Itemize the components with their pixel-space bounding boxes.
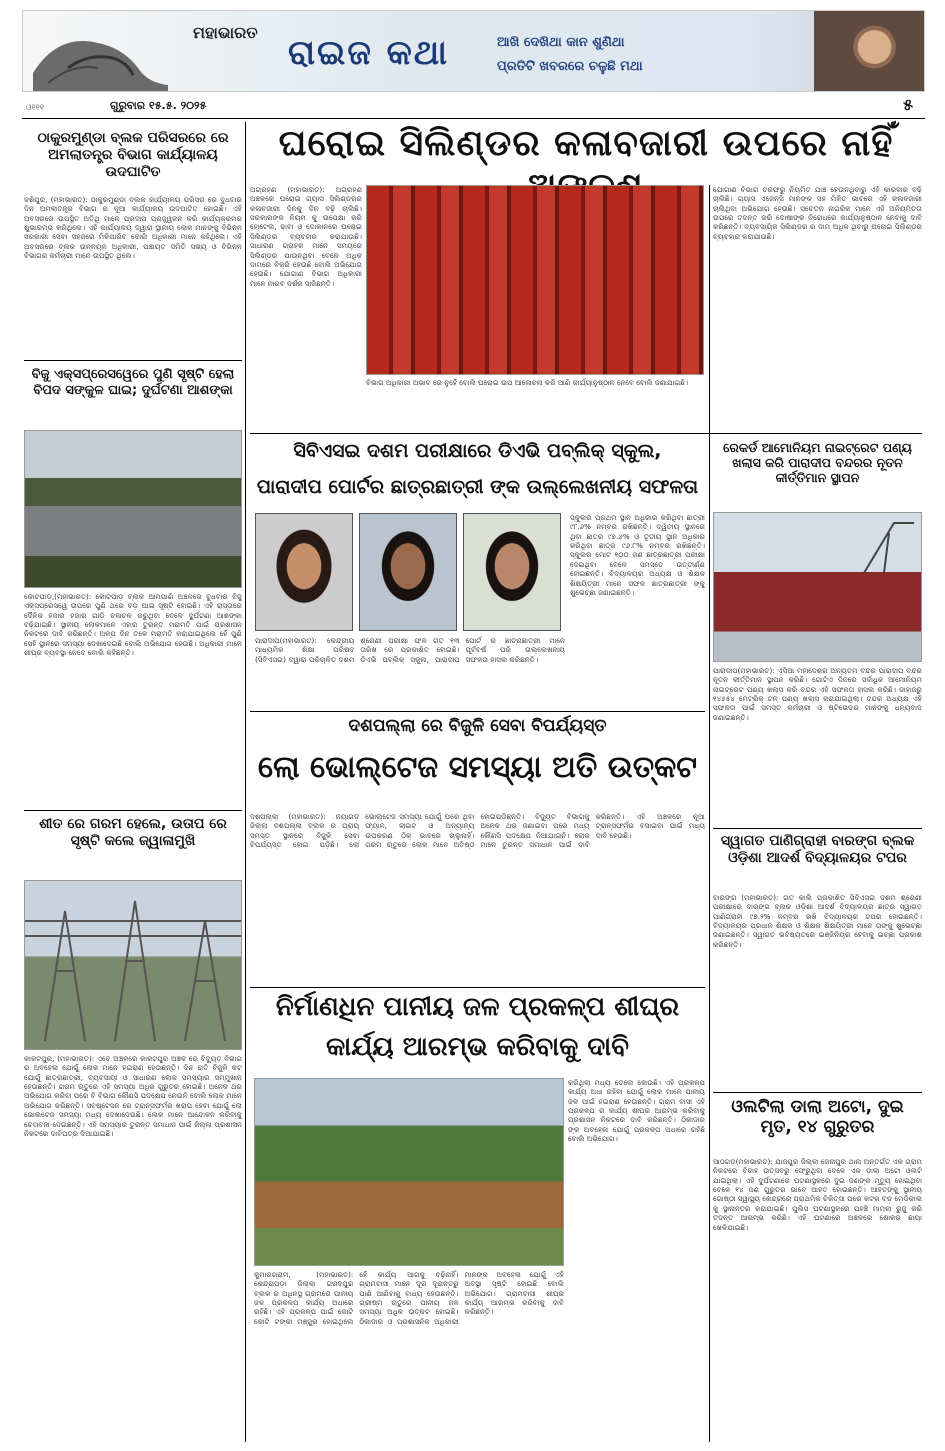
brand-small: ମହାଭାରତ	[193, 23, 258, 42]
substation-structure-icon	[25, 881, 242, 1050]
headline-cbse-line1: ସିବିଏସଇ ଦଶମ ପରୀକ୍ଷାରେ ଡିଏଭି ପବ୍ଲିକ୍ ସ୍କୁଲ,	[293, 440, 662, 462]
dateline	[22, 97, 925, 119]
tagline-1: ଆଖି ଦେଖିଥା କାନ ଶୁଣିଥା	[497, 35, 625, 50]
water-project-site-photo	[254, 1078, 564, 1266]
column-divider	[245, 122, 246, 1442]
body-water-right: କରିଥିଲା ମଧ୍ୟ ତେଲେ ଲେଉଛି। ଏହି ପ୍ରକଳ୍ପ କାର୍ଯ୍ୟ ଅଧା ରହିବା ଯୋଗୁଁ ଲୋକ ମାନେ ପାନୀୟ ଜଳ ପାଇଁ ହଇରାଣ ହେଉଛନ୍ତି। ଗ୍ରାମ ବାସୀ ଏହି ପ୍ରକଳ୍ପ ର କାର୍ଯ୍ୟ ଶୀଘ୍ର ଆରମ୍ଭ କରିବାକୁ ପ୍ରଶାସନ ନିକଟରେ ଦାବି କରିଛନ୍ତି। ଠିକାଦାର ଙ୍କ ଅବହେଳା ଯୋଗୁଁ ପ୍ରକଳ୍ପ ଅଧାରେ ରହିଛି ବୋଲି ଅଭିଯୋଗ।	[568, 1078, 705, 1144]
brand-title: ରାଇଜ କଥା	[288, 33, 449, 73]
body-cylinder-right: ଯୋଗାଣ ବିଭାଗ ତରଫରୁ ନିୟମିତ ଯାଞ୍ଚ ହେଉନଥିବାରୁ ଏହି କାରବାର ବଢ଼ି ଚାଲିଛି। ଗ୍ୟାସ ଏଜେନ୍ସି ମାନଙ୍କ ସହ ମିଳିତ ଭାବରେ ଏହି କଳାବଜାରୀ ଚାଲିଥିବା ଅଭିଯୋଗ ହେଉଛି। ସଚେତନ ନାଗରିକ ମାନେ ଏହି ଅନିୟମିତତା ଉପରେ ତଦନ୍ତ କରି ଦୋଷୀଙ୍କ ବିରୋଧରେ କାର୍ଯ୍ୟାନୁଷ୍ଠାନ ନେବାକୁ ଦାବି କରିଛନ୍ତି। ବ୍ୟବସାୟିକ ସିଲିଣ୍ଡର ର ଦାମ ଅଧିକ ଥିବାରୁ ଘରୋଇ ସିଲିଣ୍ଡର ବ୍ୟବହାର କରାଯାଉଛି।	[713, 185, 922, 241]
student-portraits	[255, 513, 565, 631]
body-biju: କୋଟପାଡ଼,(ମହାଭାରତ): କୋଟପାଡ଼ ବ୍ଲକ ଆମପାଣି ଅଞ୍ଚଳରେ ବୁଧବାର ବିଜୁ ଏକ୍ସପ୍ରେସୱେ ଉପରେ ପୁଣି ଥରେ ବଡ଼ ଘାଇ ସୃଷ୍ଟି ହୋଇଛି। ଏହି ରାସ୍ତାରେ ଦୈନିକ ହଜାର ହଜାର ଗାଡ଼ି ଚଳାଚଳ କରୁଥିବା ବେଳେ ଦୁର୍ଘଟଣା ଆଶଙ୍କା ବଢ଼ିଯାଇଛି। ସ୍ଥାନୀୟ ଲୋକମାନେ ଏହାର ତୁରନ୍ତ ମରାମତି ପାଇଁ ପ୍ରଶାସନ ନିକଟରେ ଦାବି କରିଛନ୍ତି। ଅଳ୍ପ ଦିନ ତଳେ ମରାମତି କରାଯାଇଥିଲେ ହେଁ ପୁଣି ସେହି ସ୍ଥାନରେ ସମସ୍ୟା ଦେଖାଦେଇଛି ବୋଲି ଅଭିଯୋଗ ହେଉଛି। ଅଧିକାରୀ ମାନେ ଶୀଘ୍ର ବ୍ୟବସ୍ଥା ନେବେ ବୋଲି କହିଛନ୍ତି।	[24, 592, 242, 658]
headline-power: ଲୋ ଭୋଲ୍ଟେଜ ସମସ୍ୟା ଅତି ଉତ୍କଟ	[257, 750, 698, 785]
rule	[24, 360, 242, 361]
tagline-2: ପ୍ରତିଟି ଖବରରେ ଚଳୁଛି ମଥା	[497, 59, 643, 74]
body-office: ଜଶିପୁର, (ମହାଭାରତ): ଠାକୁରମୁଣ୍ଡା ବ୍ଲକ କାର୍ଯ୍ୟାଳୟ ପରିସର ରେ ବୁଧବାର ଦିନ ଅମଲାତନ୍ତ୍ର ବିଭାଗ ର ନୂଆ କାର୍ଯ୍ୟାଳୟ ଉଦଘାଟିତ ହୋଇଛି। ଏହି ଅବସରରେ ଉପସ୍ଥିତ ଅତିଥି ମାନେ ପ୍ରଦୀପ ପ୍ରଜ୍ଜ୍ୱଳନ କରି କାର୍ଯ୍ୟକ୍ରମର ଶୁଭାରମ୍ଭ କରିଥିଲେ। ଏହି କାର୍ଯ୍ୟାଳୟ ଦ୍ୱାରା ସ୍ଥାନୀୟ ଲୋକ ମାନଙ୍କୁ ବିଭିନ୍ନ ସରକାରୀ ସେବା ସହଜରେ ମିଳିପାରିବ ବୋଲି ଅଧିକାରୀ ମାନେ କହିଥିଲେ। ଏହି ଅବସରରେ ବ୍ଲକ ଉନ୍ନୟନ ଅଧିକାରୀ, ପଞ୍ଚାୟତ ସମିତି ସଭ୍ୟ ଓ ବିଭିନ୍ନ ବିଭାଗର କର୍ମଚାରୀ ମାନେ ଉପସ୍ଥିତ ଥିଲେ।	[24, 195, 242, 261]
gas-cylinders-photo	[366, 185, 704, 375]
rule	[24, 810, 242, 811]
student-photo	[463, 513, 561, 631]
page-number: ୫	[903, 95, 913, 114]
body-cbse-right: ସ୍କୁଲର ପ୍ରଥମ ସ୍ଥାନ ଅଧିକାର କରିଥିବା ଛାତ୍ରୀ ୯୮.୬% ନମ୍ବର ରଖିଛନ୍ତି। ଦ୍ୱିତୀୟ ସ୍ଥାନରେ ଥିବା ଛାତ୍ର ୯୭.୬% ଓ ତୃତୀୟ ସ୍ଥାନ ଅଧିକାର କରିଥିବା ଛାତ୍ର ୯୬.୮% ନମ୍ବର ରଖିଛନ୍ତି। ସ୍କୁଲର ମୋଟ ୧୦୦ ଜଣ ଛାତ୍ରଛାତ୍ରୀ ପରୀକ୍ଷା ଦେଇଥିବା ବେଳେ ସମସ୍ତେ ଉତ୍ତୀର୍ଣ୍ଣ ହୋଇଛନ୍ତି। ବିଦ୍ୟାଳୟର ଅଧ୍ୟକ୍ଷ ଓ ଶିକ୍ଷକ ଶିକ୍ଷୟିତ୍ରୀ ମାନେ ସଫଳ ଛାତ୍ରଛାତ୍ରୀ ଙ୍କୁ ଶୁଭେଚ୍ଛା ଜଣାଇଛନ୍ତି।	[570, 513, 705, 597]
body-accident: ଆଠଗଡ଼(ମହାଭାରତ): ଯାଜପୁର ଜିଲ୍ଲା ଜେନାପୁର ଥାନା ଅନ୍ତର୍ଗତ ଏକ ଗ୍ରାମ ନିକଟରେ ବିବାହ ଉତ୍ସବରୁ ଫେରୁଥିବା ବେଳେ ଏକ ଡାଲା ଅଟୋ ଓଲଟି ଯାଇଥିଲା। ଏହି ଦୁର୍ଘଟଣାରେ ଘଟଣାସ୍ଥଳରେ ଦୁଇ ଜଣଙ୍କ ମୃତ୍ୟୁ ହୋଇଥିବା ବେଳେ ୧୪ ଜଣ ଗୁରୁତର ଭାବେ ଆହତ ହୋଇଛନ୍ତି। ଆହତଙ୍କୁ ସ୍ଥାନୀୟ ଗୋଷ୍ଠୀ ସ୍ୱାସ୍ଥ୍ୟ କେନ୍ଦ୍ରରେ ପ୍ରାଥମିକ ଚିକିତ୍ସା ପରେ କଟକ ବଡ଼ ମେଡିକାଲ କୁ ସ୍ଥାନାନ୍ତର କରାଯାଇଛି। ପୁଲିସ ଘଟଣାସ୍ଥଳରେ ପହଞ୍ଚି ମାମଲା ରୁଜୁ କରି ତଦନ୍ତ ଆରମ୍ଭ କରିଛି। ଏହି ଘଟଣାରେ ଅଞ୍ଚଳରେ ଶୋକର ଛାୟା ଖେଳିଯାଇଛି।	[713, 1157, 922, 1232]
rule	[250, 433, 922, 434]
body-heat: କାକଟପୁର, (ମହାଭାରତ): ଏବେ ଅଞ୍ଚଳରେ କାକଟପୁର ଅଞ୍ଚଳ ରେ ବିଦ୍ୟୁତ ବିଭାଗ ର ଅବହେଳା ଯୋଗୁଁ ଲୋକ ମାନେ ହଇରାଣ ହେଉଛନ୍ତି। ଦିନ ରାତି ବିଜୁଳି କଟ୍ ଯୋଗୁଁ ଛାତ୍ରଛାତ୍ରୀ, ବ୍ୟବସାୟୀ ଓ ସାଧାରଣ ଲୋକ ସମସ୍ୟାର ସମ୍ମୁଖୀନ ହେଉଛନ୍ତି। ଗରମ ଋତୁରେ ଏହି ସମସ୍ୟା ଅଧିକ ଗୁରୁତର ହୋଇଛି। ଅନେକ ଥର ଅଭିଯୋଗ କରିବା ପରେ ବି ବିଭାଗ କୌଣସି ପଦକ୍ଷେପ ନେଉନି ବୋଲି ଲୋକ ମାନେ ଅଭିଯୋଗ କରିଛନ୍ତି। ସବଷ୍ଟେସନ ରେ ଟ୍ରାନ୍ସଫର୍ମର ଖରାପ ହେବା ଯୋଗୁଁ ଲୋ ଭୋଲଟେଜ ସମସ୍ୟା ମଧ୍ୟ ଦେଖାଦେଉଛି। ଲୋକ ମାନେ ଆନ୍ଦୋଳନ କରିବାକୁ ଚେତାବନୀ ଦେଇଛନ୍ତି। ଏହି ସମସ୍ୟାର ତୁରନ୍ତ ସମାଧାନ ପାଇଁ ଜିଲ୍ଲା ପ୍ରଶାସନ ନିକଟରେ ଦାବିପତ୍ର ଦିଆଯାଇଛି।	[24, 1054, 242, 1138]
rule	[250, 987, 705, 988]
kicker-power: ଦଶପଲ୍ଲା ରେ ବିଜୁଳି ସେବା ବିପର୍ଯ୍ୟସ୍ତ	[348, 716, 607, 736]
body-swagat: ବାରଙ୍ଗ (ମହାଭାରତ): ଗତ କାଲି ପ୍ରକାଶିତ ସିବିଏସଇ ଦଶମ ଶ୍ରେଣୀ ପରୀକ୍ଷାରେ ବାରଙ୍ଗ ବ୍ଲକ ଓଡ଼ିଶା ଆଦର୍ଶ ବିଦ୍ୟାଳୟର ଛାତ୍ର ସ୍ୱାଗତ ପାଣିଗ୍ରାହୀ ୯୭.୨% ନମ୍ବର ରଖି ବିଦ୍ୟାଳୟର ଟପର ହୋଇଛନ୍ତି। ବିଦ୍ୟାଳୟର ପ୍ରଧାନ ଶିକ୍ଷକ ଓ ଶିକ୍ଷକ ଶିକ୍ଷୟିତ୍ରୀ ମାନେ ତାଙ୍କୁ ଶୁଭେଚ୍ଛା ଜଣାଇଛନ୍ତି। ସ୍ୱାଗତ ଭବିଷ୍ୟତରେ ଇଞ୍ଜିନିୟର ହେବାକୁ ଇଚ୍ଛା ପ୍ରକାଶ କରିଛନ୍ତି।	[713, 893, 922, 949]
headline-heat: ଶୀତ ରେ ଗରମ ହେଲେ, ଉତାପ ରେ ସୃଷ୍ଟି କଲେ ଜ୍ୱାଳାମୁଖି	[39, 816, 227, 849]
headline-swagat: ସ୍ୱାଗତ ପାଣିଗ୍ରାହୀ ବାରଙ୍ଗ ବ୍ଲକ ଓଡ଼ିଶା ଆଦର୍ଶ ବିଦ୍ୟାଳୟର ଟପର	[720, 833, 915, 866]
ship-at-port-photo	[713, 512, 922, 662]
student-photo	[255, 513, 353, 631]
headline-cbse-line2: ପାରାଦୀପ ପୋର୍ଟର ଛାତ୍ରଛାତ୍ରୀ ଙ୍କ ଉଲ୍ଲେଖନୀୟ ସଫଳତା	[256, 476, 699, 498]
issue-date: ଗୁରୁବାର ୧୫.୫. ୨୦୨୫	[110, 99, 207, 112]
headline-office: ଠାକୁରମୁଣ୍ଡା ବ୍ଲକ ପରିସରରେ ରେ ଅମଲାତନ୍ତ୍ର ବିଭାଗ କାର୍ଯ୍ୟାଳୟ ଉଦଘାଟିତ	[37, 130, 229, 180]
headline-cylinder: ଘରୋଇ ସିଲିଣ୍ଡର କଳାବଜାରୀ ଉପରେ ନାହିଁ	[278, 123, 894, 164]
clasped-hands-image	[28, 13, 178, 91]
headline-water-line2: କାର୍ଯ୍ୟ ଆରମ୍ଭ କରିବାକୁ ଦାବି	[326, 1032, 629, 1062]
headline-water-line1: ନିର୍ମାଣଧିନ ପାନୀୟ ଜଳ ପ୍ରକଳ୍ପ ଶୀଘ୍ର	[275, 992, 680, 1022]
substation-photo	[24, 880, 242, 1050]
masthead	[22, 10, 925, 92]
caption-cylinder: ବିଭାଗ ଅଧିକାରୀ ଅଭାବ ରେ ନୁହେଁ ବୋଲି ଘରୋଇ ଉପ ଆଲୋଚନା କରି ଆଣି କାର୍ଯ୍ୟାନୁଷ୍ଠାନ ନେବେ ବୋଲି ଜଣାଯାଇଛି।	[366, 378, 689, 387]
column-divider	[709, 185, 710, 1442]
headline-record: ରେକର୍ଡ ଆମୋନିୟମ ନାଇଟ୍ରେଟ ପଣ୍ୟ ଖଲାସ କରି ପାରାଦୀପ ବନ୍ଦରର ନୂତନ କୀର୍ତ୍ତିମାନ ସ୍ଥାପନ	[723, 440, 912, 485]
body-power: ଦଶପଲ୍ଲା (ମହାଭାରତ): ନୟାଗଡ଼ ଜିଲ୍ଲା ଦଶପଲ୍ଲା ବ୍ଲକ ର ପ୍ରାୟ ସମସ୍ତ ସ୍ଥାନରେ ବିଜୁଳି ସେବା ବିପର୍ଯ୍ୟସ୍ତ ହୋଇ ପଡ଼ିଛି। ଲୋ ଭୋଲ୍ଟେଜ ସମସ୍ୟା ଯୋଗୁଁ ଘରେ ଥିବା ଫ୍ୟାନ, ଲାଇଟ ଓ ଅନ୍ୟାନ୍ୟ ଉପକରଣ ଠିକ୍ ଭାବରେ ଚାଲୁନାହିଁ। ଗରମ ଋତୁରେ ଲୋକ ମାନେ ଅତିଷ୍ଠ ହୋଇପଡ଼ିଛନ୍ତି। ବିଦ୍ୟୁତ ବିଭାଗକୁ ଅନେକ ଥର ଜଣାଇବା ପରେ ମଧ୍ୟ କୌଣସି ପଦକ୍ଷେପ ନିଆଯାଇନି। ଲୋକ ମାନେ ତୁରନ୍ତ ସମାଧାନ ପାଇଁ ଦାବି କରିଛନ୍ତି। ଏହି ଅଞ୍ଚଳରେ ନୂଆ ଟ୍ରାନ୍ସଫର୍ମର ବସାଇବା ପାଇଁ ମଧ୍ୟ ଦାବି ହେଉଛି।	[250, 812, 705, 850]
body-cylinder-left: ଅଗ୍ରହଣ (ମହାଭାରତ): ଅଗ୍ରହଣ ଅଞ୍ଚଳରେ ଘରୋଇ ଗ୍ୟାସ ସିଲିଣ୍ଡରର କଳାବଜାରୀ ଦିନକୁ ଦିନ ବଢ଼ି ଚାଲିଛି। ସରକାରଙ୍କ ନିୟମ କୁ ଉପେକ୍ଷା କରି ହୋଟେଲ, ଢାବା ଓ ଦୋକାନରେ ଘରୋଇ ସିଲିଣ୍ଡର ବ୍ୟବହାର କରାଯାଉଛି। ସାଧାରଣ ଗ୍ରାହକ ମାନେ ସମୟରେ ସିଲିଣ୍ଡର ପାଉନଥିବା ବେଳେ ଅଧିକ ଦାମରେ ବିକ୍ରି ହେଉଛି ବୋଲି ଅଭିଯୋଗ ହେଉଛି। ଯୋଗାଣ ବିଭାଗ ଅଧିକାରୀ ମାନେ ନୀରବ ଦର୍ଶକ ସାଜିଛନ୍ତି।	[250, 185, 362, 288]
student-photo	[359, 513, 457, 631]
rule	[713, 1092, 922, 1093]
headline-biju: ବିଜୁ ଏକ୍ସପ୍ରେସୱେରେ ପୁଣି ସୃଷ୍ଟି ହେଲା ବିପଦ ସଙ୍କୁଳ ଘାଇ; ଦୁର୍ଘଟଣା ଆଶଙ୍କା	[31, 367, 235, 398]
crane-icon	[714, 513, 922, 662]
body-water-bottom: କୁମାରଗ୍ରାମ, (ମହାଭାରତ): କେନ୍ଦ୍ରାପଡ଼ା ଜିଲ୍ଲା ଗରଦପୁର ବ୍ଲକ ର ଅଧିନସ୍ଥ ଗ୍ରାମରେ ପାନୀୟ ଜଳ ପ୍ରକଳ୍ପ କାର୍ଯ୍ୟ ଅଧାରେ ରହିଛି। ଏହି ପ୍ରକଳ୍ପ ପାଇଁ କୋଟି କୋଟି ଟଙ୍କା ମଞ୍ଜୁର ହୋଇଥିଲେ ହେଁ କାର୍ଯ୍ୟ ଆଗକୁ ବଢ଼ିନାହିଁ। ଗ୍ରାମବାସୀ ମାନେ ଦୂର ଦୂରାନ୍ତରୁ ପାଣି ଆଣିବାକୁ ବାଧ୍ୟ ହେଉଛନ୍ତି। ଗ୍ରୀଷ୍ମ ଋତୁରେ ପାନୀୟ ଜଳ ସମସ୍ୟା ଅଧିକ ଉତ୍କଟ ହୋଇଛି। ଠିକାଦାର ଓ ପ୍ରଶାସନିକ ଅଧିକାରୀ ମାନଙ୍କ ଅବହେଳା ଯୋଗୁଁ ଏହି ଅବସ୍ଥା ସୃଷ୍ଟି ହୋଇଛି ବୋଲି ଅଭିଯୋଗ। ଗ୍ରାମବାସୀ ଶୀଘ୍ର କାର୍ଯ୍ୟ ଆରମ୍ଭ କରିବାକୁ ଦାବି କରିଛନ୍ତି।	[254, 1270, 564, 1326]
crying-child-image	[814, 11, 924, 91]
body-cbse-left: ପାରାଦୀପ(ମହାଭାରତ): କେନ୍ଦ୍ରୀୟ ମାଧ୍ୟମିକ ଶିକ୍ଷା ପରିଷଦ (ସିବିଏସଇ) ଦ୍ୱାରା ପରିଚାଳିତ ଦଶମ ଶ୍ରେଣୀ ପରୀକ୍ଷା ଫଳ ଗତ ୧୩ ତାରିଖ ରେ ପ୍ରକାଶିତ ହୋଇଛି। ଡିଏଭି ପବ୍ଲିକ୍ ସ୍କୁଲ, ପାରାଦୀପ ପୋର୍ଟ ର ଛାତ୍ରଛାତ୍ରୀ ମାନେ ପୂର୍ବବର୍ଷ ପରି ଉଲ୍ଲେଖନୀୟ ସଫଳତା ହାସଲ କରିଛନ୍ତି।	[255, 636, 565, 664]
body-record: ପାରାଦୀପ(ମହାଭାରତ): ଏସିଆ ମହାଦେଶର ଅନ୍ୟତମ ବନ୍ଦର ପାରାଦୀପ ବନ୍ଦର ନୂତନ କୀର୍ତ୍ତିମାନ ସ୍ଥାପନ କରିଛି। ଗୋଟିଏ ଦିନରେ ସର୍ବାଧିକ ଆମୋନିୟମ ନାଇଟ୍ରେଟ ପଣ୍ୟ ଖଲାସ କରି ବନ୍ଦର ଏହି ସଫଳତା ହାସଲ କରିଛି। ଜାହାଜରୁ ୧୪୫୫୪ ମେଟ୍ରିକ୍ ଟନ୍ ପଣ୍ୟ ଖଲାସ କରାଯାଇଥିଲା। ବନ୍ଦର ଅଧ୍ୟକ୍ଷ ଏହି ସଫଳତା ପାଇଁ ସମସ୍ତ କର୍ମଚାରୀ ଓ ଷ୍ଟିଭେଡର ମାନଙ୍କୁ ଧନ୍ୟବାଦ ଜଣାଇଛନ୍ତି।	[713, 666, 922, 722]
damaged-road-photo	[24, 430, 242, 588]
headline-accident: ଓଲଟିଲା ଡାଲା ଅଟୋ, ଦୁଇ ମୃତ, ୧୪ ଗୁରୁତର	[731, 1097, 904, 1138]
serial-number: ଓ୧୧୧	[26, 103, 45, 112]
rule	[250, 711, 705, 712]
rule	[713, 828, 922, 829]
